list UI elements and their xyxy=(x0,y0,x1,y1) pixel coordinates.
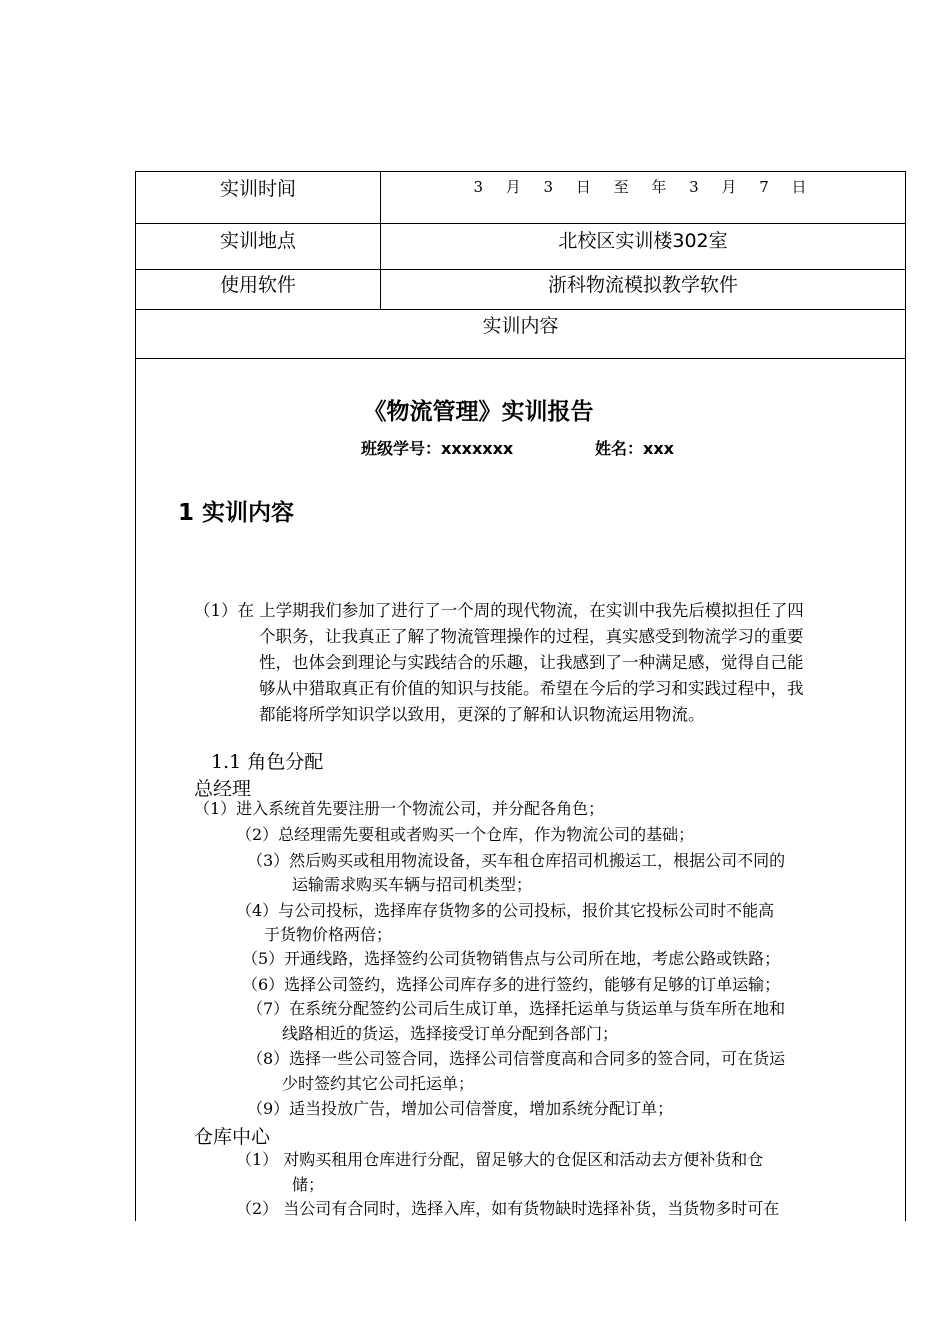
gm-item: 少时签约其它公司托运单； xyxy=(282,1074,475,1093)
time-value: 3 月 3 日 至 年 3 月 7 日 xyxy=(473,178,813,196)
gm-item: 于货物价格两倍； xyxy=(264,925,393,944)
place-label: 实训地点 xyxy=(219,230,296,252)
gm-item: （4）与公司投标，选择库存货物多的公司投标，报价其它投标公司时不能高 xyxy=(236,901,775,920)
row-content-header xyxy=(136,310,905,359)
gm-item: （1）进入系统首先要注册一个物流公司，并分配各角色； xyxy=(194,799,605,818)
row-software xyxy=(136,270,905,310)
gm-item: （9）适当投放广告，增加公司信誉度，增加系统分配订单； xyxy=(247,1099,674,1118)
software-label: 使用软件 xyxy=(219,274,296,296)
gm-item: （7）在系统分配签约公司后生成订单，选择托运单与货运单与货车所在地和 xyxy=(247,999,786,1018)
intro-line: 都能将所学知识学以致用，更深的了解和认识物流运用物流。 xyxy=(259,705,705,724)
student-name: 姓名：xxx xyxy=(595,439,674,458)
wh-item: （1） 对购买租用仓库进行分配，留足够大的仓促区和活动去方便补货和仓 xyxy=(236,1150,764,1169)
section-general-manager: 总经理 xyxy=(194,778,252,800)
intro-line: 个职务，让我真正了解了物流管理操作的过程，真实感受到物流学习的重要 xyxy=(259,627,804,646)
gm-item: （5）开通线路，选择签约公司货物销售点与公司所在地，考虑公路或铁路； xyxy=(242,949,781,968)
wh-item: （2） 当公司有合同时，选择入库，如有货物缺时选择补货，当货物多时可在 xyxy=(236,1199,780,1218)
heading-training-content: 1 实训内容 xyxy=(178,500,295,526)
place-value: 北校区实训楼302室 xyxy=(558,230,728,252)
wh-item: 储； xyxy=(292,1175,325,1194)
gm-item: （3）然后购买或租用物流设备，买车租仓库招司机搬运工，根据公司不同的 xyxy=(247,851,786,870)
gm-item: 运输需求购买车辆与招司机类型； xyxy=(292,875,533,894)
intro-line: 够从中猎取真正有价值的知识与技能。希望在今后的学习和实践过程中，我 xyxy=(259,679,804,698)
row-time xyxy=(136,172,905,224)
report-title: 《物流管理》实训报告 xyxy=(363,399,594,425)
software-value: 浙科物流模拟教学软件 xyxy=(547,274,738,296)
row-place xyxy=(136,224,905,270)
class-id: 班级学号：xxxxxxx xyxy=(361,439,514,458)
heading-role-assignment: 1.1 角色分配 xyxy=(211,751,324,773)
intro-line: 性，也体会到理论与实践结合的乐趣，让我感到了一种满足感，觉得自己能 xyxy=(259,653,804,672)
gm-item: （2）总经理需先要租或者购买一个仓库，作为物流公司的基础； xyxy=(236,825,695,844)
gm-item: （8）选择一些公司签合同，选择公司信誉度高和合同多的签合同，可在货运 xyxy=(247,1049,786,1068)
content-label: 实训内容 xyxy=(482,315,559,337)
gm-item: 线路相近的货运，选择接受订单分配到各部门； xyxy=(282,1024,619,1043)
section-warehouse-center: 仓库中心 xyxy=(194,1126,271,1148)
gm-item: （6）选择公司签约，选择公司库存多的进行签约，能够有足够的订单运输； xyxy=(242,975,781,994)
report-frame xyxy=(135,171,906,1221)
intro-line: （1）在 上学期我们参加了进行了一个周的现代物流，在实训中我先后模拟担任了四 xyxy=(194,601,804,620)
time-label: 实训时间 xyxy=(219,178,296,200)
